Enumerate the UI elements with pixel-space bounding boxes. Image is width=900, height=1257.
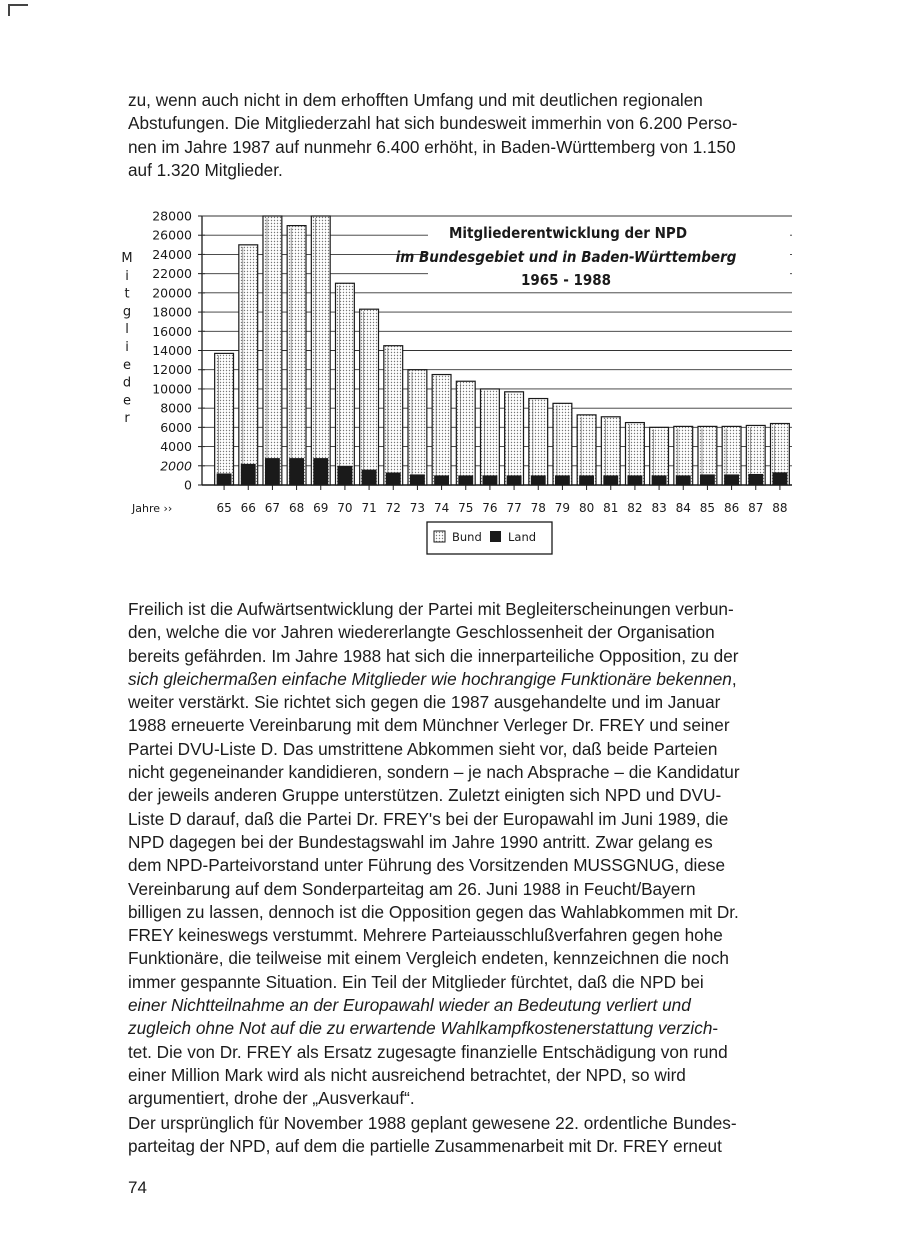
y-tick-label: 26000 — [152, 227, 192, 243]
x-tick-label: 77 — [506, 501, 522, 515]
text-line: dem NPD-Parteivorstand unter Führung des Vorsitzenden MUSSGNUG, diese — [128, 855, 726, 876]
x-tick-label: 79 — [554, 501, 571, 515]
y-axis-label-letter: r — [124, 411, 130, 427]
bar-bund — [215, 353, 234, 485]
bar-land — [531, 475, 546, 485]
text-line: parteitag der NPD, auf dem die partielle Zusammenarbeit mit Dr. FREY erneut — [128, 1136, 722, 1157]
x-tick-label: 85 — [699, 501, 716, 515]
bar-land — [337, 466, 352, 485]
y-axis-label-letter: d — [122, 375, 132, 391]
x-tick-label: 88 — [772, 501, 788, 515]
bar-land — [482, 475, 497, 485]
bar-bund — [432, 375, 451, 485]
y-tick-label: 22000 — [152, 266, 192, 282]
bar-bund — [239, 245, 258, 485]
x-tick-label: 72 — [385, 501, 401, 515]
text-line: nicht gegeneinander kandidieren, sondern – je nach Absprache – die Kandidatur — [128, 762, 740, 783]
bar-land — [700, 474, 715, 485]
bar-bund — [311, 216, 330, 485]
bar-bund — [529, 399, 548, 485]
text-line: Abstufungen. Die Mitgliederzahl hat sich bundesweit immerhin von 6.200 Perso- — [128, 113, 738, 134]
x-tick-label: 73 — [409, 501, 426, 515]
bar-land — [217, 473, 232, 485]
bar-land — [265, 458, 280, 485]
text-line: zu, wenn auch nicht in dem erhofften Umfang und mit deutlichen regionalen — [128, 90, 703, 110]
text-line: weiter verstärkt. Sie richtet sich gegen die 1987 ausgehandelte und im Januar — [128, 692, 721, 713]
text-line: billigen zu lassen, dennoch ist die Opposition gegen das Wahlabkommen mit Dr. — [128, 901, 739, 922]
y-tick-label: 24000 — [152, 246, 192, 262]
legend-swatch-land — [490, 531, 501, 542]
text-line: einer Million Mark wird als nicht ausreichend betrachtet, der NPD, so wird — [128, 1064, 686, 1085]
y-axis-label-letter: i — [125, 340, 129, 355]
bar-bund — [263, 216, 282, 485]
bar-bund — [480, 389, 499, 485]
y-axis-label-letter: g — [122, 304, 132, 320]
y-axis-label-letter: e — [123, 357, 131, 373]
page-number: 74 — [128, 1178, 147, 1197]
text-line: NPD dagegen bei der Bundestagswahl im Jahre 1990 antritt. Zwar gelang es — [128, 831, 713, 852]
x-tick-label: 81 — [603, 501, 619, 515]
x-tick-label: 76 — [482, 501, 498, 515]
y-axis-label-letter: i — [125, 268, 129, 284]
bar-bund — [577, 415, 596, 485]
text-line: Der ursprünglich für November 1988 geplant gewesene 22. ordentliche Bundes- — [128, 1113, 737, 1133]
chart-title: Mitgliederentwicklung der NPD — [448, 224, 688, 242]
bar-land — [434, 475, 449, 485]
bar-bund — [384, 346, 403, 485]
bar-bund — [360, 309, 379, 485]
x-tick-label: 74 — [433, 501, 450, 515]
text-line: der jeweils anderen Gruppe unterstützen. Zuletzt einigten sich NPD und DVU- — [128, 785, 722, 806]
legend-label-bund: Bund — [452, 530, 482, 544]
text-line: Funktionäre, die teilweise mit einem Vergleich endeten, kennzeichnen die noch — [128, 948, 729, 969]
x-tick-label: 86 — [723, 501, 740, 515]
y-axis-label-letter: l — [125, 322, 129, 338]
x-tick-label: 67 — [264, 501, 281, 515]
bar-bund — [553, 403, 572, 485]
text-line: Vereinbarung auf dem Sonderparteitag am 26. Juni 1988 in Feucht/Bayern — [128, 878, 696, 899]
x-tick-label: 80 — [578, 501, 595, 515]
x-tick-label: 87 — [748, 501, 764, 515]
y-tick-label: 6000 — [160, 419, 192, 435]
text-line: einer Nichtteilnahme an der Europawahl wieder an Bedeutung verliert und — [128, 995, 691, 1016]
y-axis-label-letter: e — [123, 393, 131, 409]
text-line: Freilich ist die Aufwärtsentwicklung der Partei mit Begleiterscheinungen verbun- — [128, 599, 734, 619]
text-line: 1988 erneuerte Vereinbarung mit dem Münchner Verleger Dr. FREY und seiner — [128, 715, 730, 736]
bar-land — [579, 475, 594, 485]
text-line: Partei DVU-Liste D. Das umstrittene Abkommen sieht vor, daß beide Parteien — [128, 738, 718, 759]
body-paragraph — [128, 598, 798, 1111]
bar-land — [241, 464, 256, 485]
x-axis-label: Jahre ›› — [132, 502, 173, 515]
y-tick-label: 10000 — [152, 381, 192, 397]
bar-land — [410, 474, 425, 485]
bar-bund — [601, 417, 620, 485]
bar-land — [289, 458, 304, 485]
y-tick-label: 14000 — [152, 343, 192, 358]
bar-land — [627, 475, 642, 485]
bar-land — [507, 475, 522, 485]
x-tick-label: 83 — [651, 501, 667, 515]
x-tick-label: 65 — [216, 501, 232, 515]
text-line: argumentiert, drohe der „Ausverkauf“. — [128, 1088, 415, 1109]
y-tick-label: 8000 — [160, 400, 192, 416]
y-axis-label-letter: M — [121, 251, 133, 266]
bar-land — [555, 475, 570, 485]
x-tick-label: 82 — [627, 501, 643, 515]
bar-land — [772, 472, 787, 485]
x-tick-label: 68 — [288, 501, 305, 515]
text-line: nen im Jahre 1987 auf nunmehr 6.400 erhöht, in Baden-Württemberg von 1.150 — [128, 136, 736, 157]
y-tick-label: 2000 — [160, 458, 192, 474]
y-tick-label: 16000 — [152, 323, 192, 339]
text-line: Liste D darauf, daß die Partei Dr. FREY's bei der Europawahl im Juni 1989, die — [128, 808, 729, 829]
x-tick-label: 75 — [458, 501, 474, 515]
bar-land — [362, 470, 377, 485]
text-line: FREY keineswegs verstummt. Mehrere Parteiausschlußverfahren gegen hohe — [128, 925, 723, 946]
text-line: zugleich ohne Not auf die zu erwartende Wahlkampfkostenerstattung verzich- — [128, 1018, 719, 1039]
y-tick-label: 12000 — [152, 362, 192, 378]
y-tick-label: 20000 — [152, 285, 192, 301]
bar-land — [313, 458, 328, 485]
legend-swatch-bund — [434, 531, 445, 542]
bar-land — [386, 473, 401, 485]
closing-paragraph — [128, 1112, 798, 1159]
bar-land — [748, 474, 763, 485]
text-line: auf 1.320 Mitglieder. — [128, 159, 283, 180]
bar-land — [603, 475, 618, 485]
bar-land — [724, 474, 739, 485]
bar-bund — [287, 226, 306, 485]
bar-bund — [335, 283, 354, 485]
x-tick-label: 69 — [313, 501, 329, 515]
y-tick-label: 28000 — [152, 208, 192, 224]
text-line: sich gleichermaßen einfache Mitglieder wie hochrangige Funktionäre bekennen, — [128, 668, 737, 689]
text-line: immer gespannte Situation. Ein Teil der Mitglieder fürchtet, daß die NPD bei — [128, 971, 704, 992]
bar-land — [458, 475, 473, 485]
text-line: tet. Die von Dr. FREY als Ersatz zugesagte finanzielle Entschädigung von rund — [128, 1041, 728, 1062]
y-axis-label-letter: t — [124, 286, 130, 302]
membership-chart — [0, 0, 900, 560]
chart-period: 1965 - 1988 — [520, 271, 612, 289]
x-tick-label: 78 — [530, 501, 546, 515]
chart-subtitle: im Bundesgebiet und in Baden-Württemberg — [395, 248, 737, 266]
text-line: bereits gefährden. Im Jahre 1988 hat sich die innerparteiliche Opposition, zu der — [128, 645, 739, 666]
bar-bund — [505, 392, 524, 485]
bar-bund — [456, 381, 475, 485]
x-tick-label: 66 — [240, 501, 256, 515]
y-tick-label: 0 — [184, 477, 192, 493]
text-line: den, welche die vor Jahren wiedererlangte Geschlossenheit der Organisation — [128, 622, 715, 643]
bar-bund — [408, 370, 427, 485]
x-tick-label: 71 — [361, 501, 377, 515]
y-tick-label: 4000 — [160, 439, 192, 455]
x-tick-label: 84 — [675, 501, 691, 515]
x-tick-label: 70 — [337, 501, 353, 515]
legend-label-land: Land — [508, 530, 537, 544]
bar-land — [676, 475, 691, 485]
bar-land — [652, 475, 667, 485]
y-tick-label: 18000 — [152, 304, 192, 320]
